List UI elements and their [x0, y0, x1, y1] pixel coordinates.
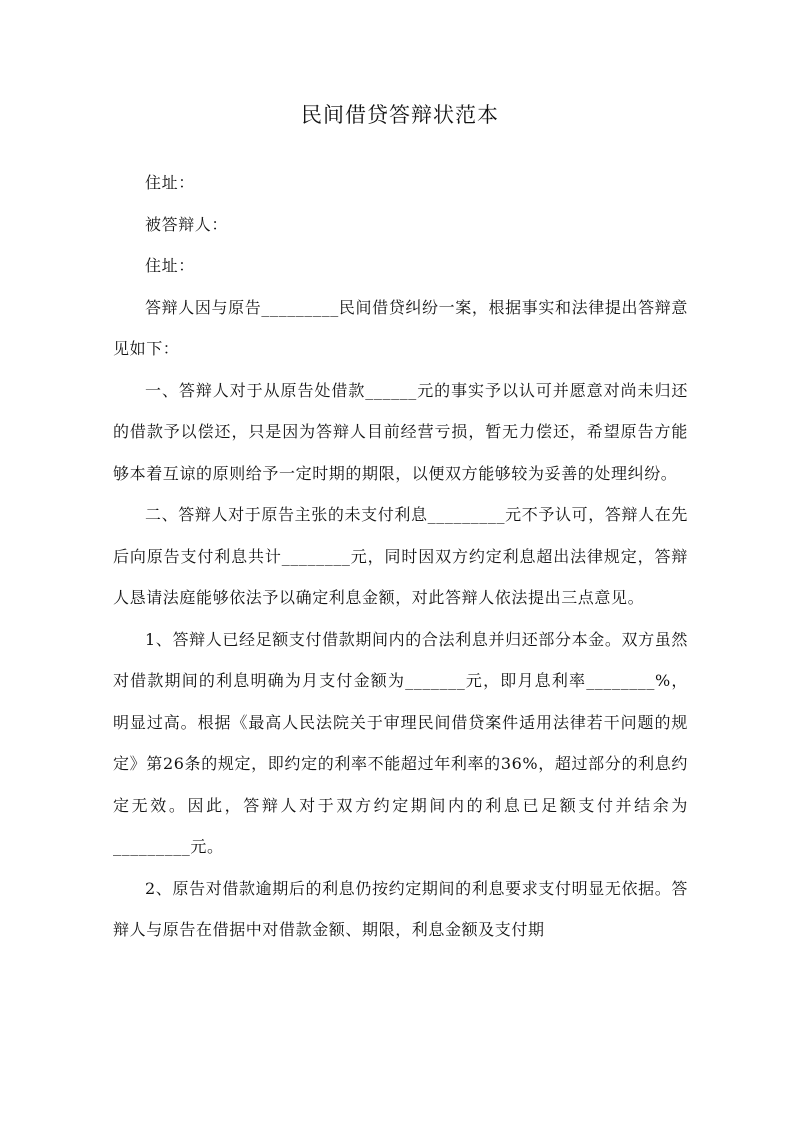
document-title: 民间借贷答辩状范本: [301, 103, 499, 127]
respondent-line: 被答辩人：: [145, 214, 229, 234]
document-body: [113, 162, 688, 951]
respondent-address-line: 住址：: [145, 256, 195, 275]
point-one-paragraph: 一、答辩人对于从原告处借款______元的事实予以认可并愿意对尚未归还的借款予以偿还，只是因为答辩人目前经营亏损，暂无力偿还，希望原告方能够本着互谅的原则给予一定时期的期限，以便双方能够较为妥善的处理纠纷。: [113, 380, 688, 483]
sub-point-two-paragraph: 2、原告对借款逾期后的利息仍按约定期间的利息要求支付明显无依据。答辩人与原告在借据中对借款金额、期限，利息金额及支付期: [113, 878, 688, 939]
intro-paragraph: 答辩人因与原告_________民间借贷纠纷一案，根据事实和法律提出答辩意见如下：: [113, 297, 688, 358]
point-two-paragraph: 二、答辩人对于原告主张的未支付利息_________元不予认可，答辩人在先后向原告支付利息共计________元，同时因双方约定利息超出法律规定，答辩人恳请法庭能够依法予以确定利息金额，对此答辩人依法提出三点意见。: [113, 505, 688, 607]
sub-point-one-paragraph: 1、答辩人已经足额支付借款期间内的合法利息并归还部分本金。双方虽然对借款期间的利息明确为月支付金额为_______元，即月息利率________%，明显过高。根据《最高人民法院关于审理民间借贷案件适用法律若干问题的规定》第26条的规定，即约定的利率不能超过年利率的36%，超过部分的利息约定无效。因此，答辩人对于双方约定期间内的利息已足额支付并结余为_________元。: [113, 629, 688, 856]
defendant-address-line: 住址：: [145, 173, 195, 192]
